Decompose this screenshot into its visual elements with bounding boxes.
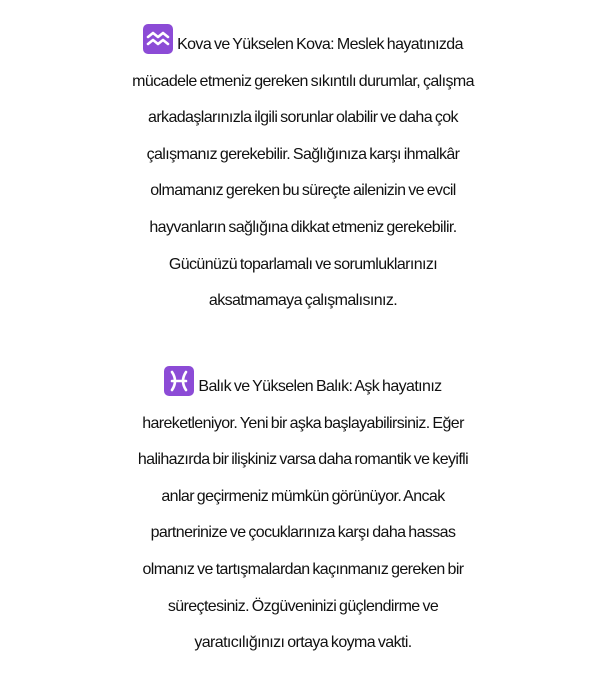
paragraph-line: anlar geçirmeniz mümkün görünüyor. Ancak xyxy=(161,487,445,505)
paragraph-line xyxy=(0,366,606,406)
aquarius-sign-icon xyxy=(143,24,173,54)
paragraph-line: hareketleniyor. Yeni bir aşka başlayabilirsiniz. Eğer xyxy=(142,414,464,432)
paragraph-line: halihazırda bir ilişkiniz varsa daha romantik ve keyifli xyxy=(137,451,469,469)
paragraph-line: aksatmamaya çalışmalısınız. xyxy=(208,292,398,310)
paragraph-line: yaratıcılığınızı ortaya koyma vakti. xyxy=(194,634,412,652)
pisces-heading-text: Balık ve Yükselen Balık: Aşk hayatınız xyxy=(198,378,442,395)
pisces-paragraph xyxy=(0,366,606,662)
paragraph-line: olmamanız gereken bu süreçte ailenizin ve evcil xyxy=(150,182,456,200)
paragraph-line: arkadaşlarınızla ilgili sorunlar olabilir ve daha çok xyxy=(148,109,458,127)
paragraph-line: süreçtesiniz. Özgüveninizi güçlendirme ve xyxy=(167,597,439,615)
aquarius-heading-text: Kova ve Yükselen Kova: Meslek hayatınızda xyxy=(177,36,463,53)
paragraph-line: Gücünüzü toparlamalı ve sorumluklarınızı xyxy=(168,255,438,273)
paragraph-line: mücadele etmeniz gereken sıkıntılı durumlar, çalışma xyxy=(132,72,474,90)
aquarius-paragraph xyxy=(0,24,606,320)
pisces-sign-icon xyxy=(164,366,194,396)
paragraph-line: olmanız ve tartışmalardan kaçınmanız gereken bir xyxy=(142,560,464,578)
paragraph-line: çalışmanız gerekebilir. Sağlığınıza karşı ihmalkâr xyxy=(146,145,460,163)
paragraph-line xyxy=(0,24,606,64)
paragraph-line: partnerinize ve çocuklarınıza karşı daha hassas xyxy=(150,524,456,542)
paragraph-line: hayvanların sağlığına dikkat etmeniz gerekebilir. xyxy=(149,218,457,236)
